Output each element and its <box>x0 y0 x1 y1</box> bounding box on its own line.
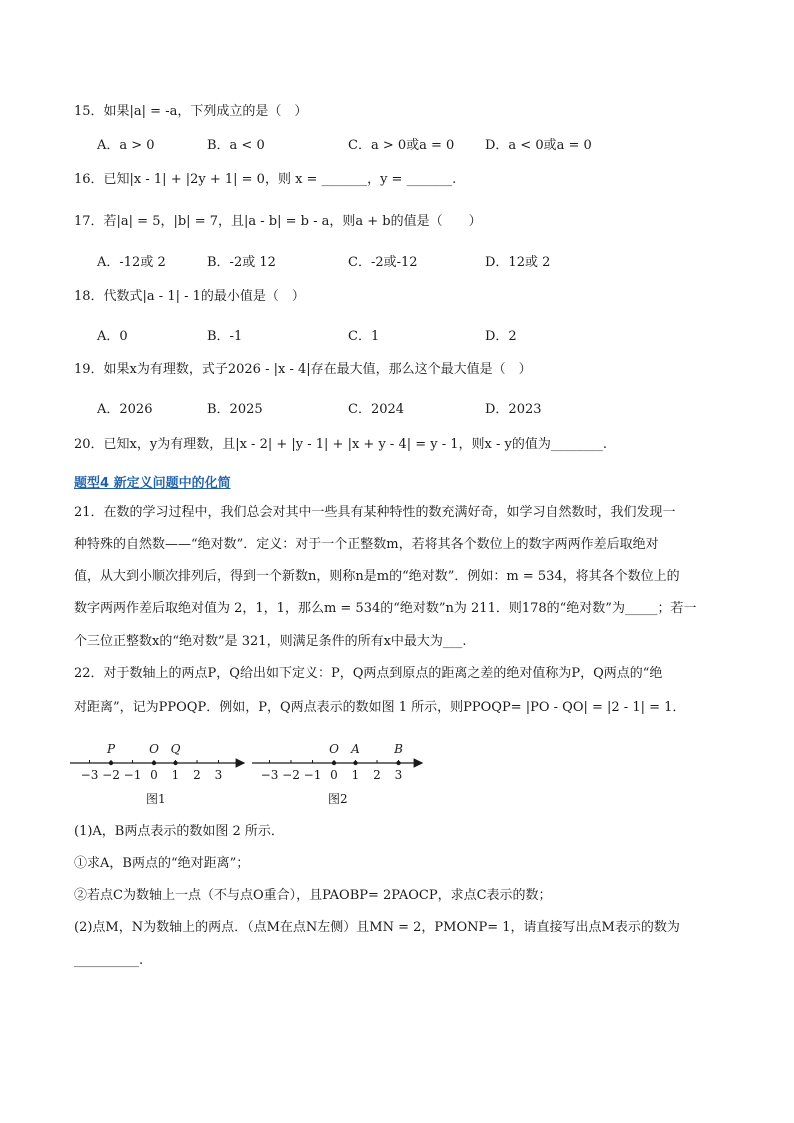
q22-part-1-sub-1: ①求A，B两点的“绝对距离”； <box>74 856 250 871</box>
tick-label: −1 <box>123 768 142 782</box>
point-o <box>332 761 336 765</box>
number-line-svg <box>64 738 444 808</box>
option-d: D．12或 2 <box>485 255 551 270</box>
options-q15 <box>97 134 697 152</box>
point-label-o: O <box>329 742 339 756</box>
point-label-q: Q <box>170 742 181 756</box>
q22-part-1: (1)A，B两点表示的数如图 2 所示． <box>74 824 284 839</box>
question-15: 15．如果|a| = -a，下列成立的是（ ） <box>74 104 308 119</box>
q21-line-2: 种特殊的自然数——“绝对数”．定义：对于一个正整数m，若将其各个数位上的数字两两作差后取绝对 <box>74 537 659 552</box>
tick-label: −3 <box>80 768 99 782</box>
tick-label: −1 <box>303 768 322 782</box>
question-20: 20．已知x，y为有理数，且|x - 2| + |y - 1| + |x + y - 4| = y - 1，则x - y的值为________. <box>74 437 608 452</box>
tick-label: 1 <box>171 768 180 782</box>
option-b: B．-2或 12 <box>207 255 276 270</box>
q21-line-4: 数字两两作差后取绝对值为 2，1，1，那么m = 534的“绝对数”n为 211．则178的“绝对数”为_____；若一 <box>74 601 697 616</box>
option-d: D．a < 0或a = 0 <box>485 138 592 153</box>
question-16: 16．已知|x - 1| + |2y + 1| = 0，则 x = _______，y = _______. <box>74 172 457 187</box>
point-b <box>396 761 400 765</box>
option-c: C．2024 <box>348 402 405 417</box>
option-a: A．a > 0 <box>97 138 155 153</box>
q21-line-5: 个三位正整数x的“绝对数”是 321，则满足条件的所有x中最大为___. <box>74 634 467 649</box>
option-b: B．-1 <box>207 329 243 344</box>
q22-part-2: (2)点M，N为数轴上的两点．（点M在点N左侧）且MN = 2，PMONP= 1，请直接写出点M表示的数为 <box>74 920 680 935</box>
option-b: B．a < 0 <box>207 138 265 153</box>
tick-label: 2 <box>373 768 381 782</box>
q22-answer-blank: __________. <box>74 953 144 968</box>
q22-part-1-sub-2: ②若点C为数轴上一点（不与点O重合），且PAOBP= 2PAOCP，求点C表示的数； <box>74 888 552 903</box>
tick-label: −3 <box>260 768 279 782</box>
q21-line-1: 21．在数的学习过程中，我们总会对其中一些具有某种特性的数充满好奇，如学习自然数时，我们发现一 <box>74 505 676 520</box>
option-c: C．a > 0或a = 0 <box>348 138 455 153</box>
options-q18 <box>97 325 697 343</box>
tick-label: 1 <box>351 768 360 782</box>
options-q17 <box>97 251 697 269</box>
option-b: B．2025 <box>207 402 263 417</box>
question-19: 19．如果x为有理数，式子2026 - |x - 4|存在最大值，那么这个最大值是（ ） <box>74 362 532 377</box>
point-label-o: O <box>149 742 159 756</box>
option-a: A．-12或 2 <box>97 255 166 270</box>
tick-label: −2 <box>282 768 300 782</box>
figure-2-caption: 图2 <box>328 792 348 806</box>
question-18: 18．代数式|a - 1| - 1的最小值是（ ） <box>74 289 305 304</box>
option-c: C．1 <box>348 329 380 344</box>
option-d: D．2023 <box>485 402 542 417</box>
figure-1-caption: 图1 <box>146 792 166 806</box>
tick-label: 3 <box>214 768 223 782</box>
tick-label: 3 <box>394 768 403 782</box>
option-a: A．2026 <box>97 402 153 417</box>
section-title: 题型4 新定义问题中的化简 <box>74 476 231 491</box>
point-o <box>152 761 156 765</box>
tick-label: 0 <box>330 768 338 782</box>
question-17: 17．若|a| = 5，|b| = 7，且|a - b| = b - a，则a + b的值是（ ） <box>74 214 482 229</box>
point-a <box>353 761 357 765</box>
option-c: C．-2或-12 <box>348 255 418 270</box>
option-d: D．2 <box>485 329 517 344</box>
point-label-p: P <box>106 742 116 756</box>
point-q <box>173 761 177 765</box>
q22-line-1: 22．对于数轴上的两点P，Q给出如下定义：P，Q两点到原点的距离之差的绝对值称为P，Q两点的“绝 <box>74 666 663 681</box>
q21-line-3: 值，从大到小顺次排列后，得到一个新数n，则称n是m的“绝对数”．例如：m = 534，将其各个数位上的 <box>74 569 680 584</box>
q22-line-2: 对距离”，记为PPOQP．例如，P，Q两点表示的数如图 1 所示，则PPOQP= |PO - QO| = |2 - 1| = 1． <box>74 700 686 715</box>
option-a: A．0 <box>97 329 128 344</box>
point-label-b: B <box>394 742 403 756</box>
tick-label: 2 <box>193 768 201 782</box>
number-line-figures <box>64 738 444 812</box>
tick-label: 0 <box>150 768 158 782</box>
point-p <box>109 761 113 765</box>
tick-label: −2 <box>102 768 120 782</box>
point-label-a: A <box>351 742 360 756</box>
options-q19 <box>97 398 697 416</box>
